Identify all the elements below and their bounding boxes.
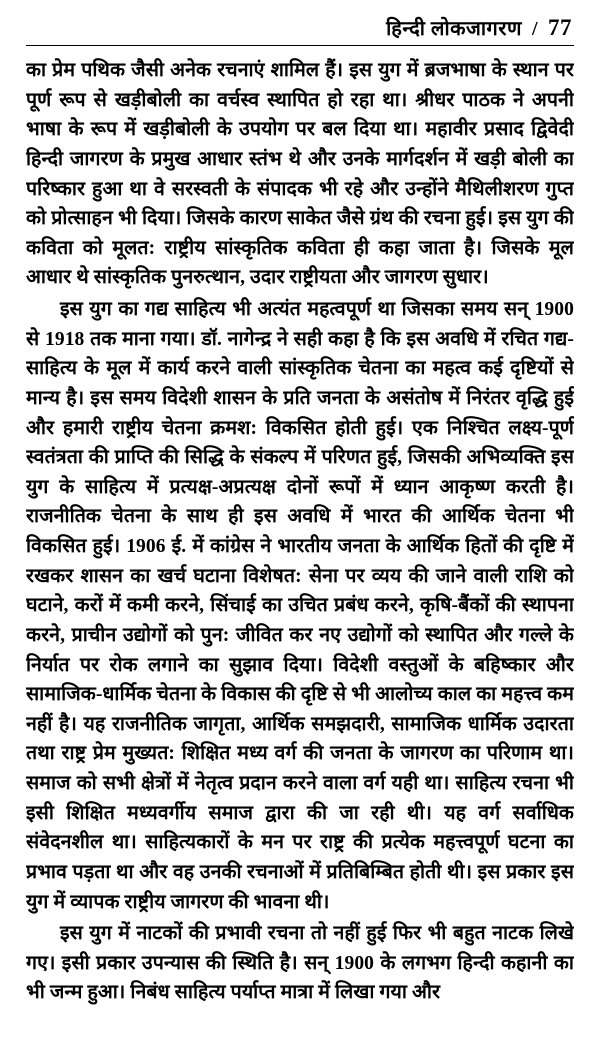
header-divider: [26, 45, 574, 46]
header-separator: /: [531, 18, 538, 40]
paragraph-3: इस युग में नाटकों की प्रभावी रचना तो नहीं हुई फिर भी बहुत नाटक लिखे गए। इसी प्रकार उपन्यास की स्थिति है। सन् 1900 के लगभग हिन्दी कहानी का भी जन्म हुआ। निबंध साहित्य पर्याप्त मात्रा में लिखा गया और: [26, 923, 574, 1004]
chapter-title: हिन्दी लोकजागरण: [386, 18, 522, 40]
body-text: [26, 56, 574, 1048]
page-number: 77: [548, 15, 572, 40]
paragraph-2: इस युग का गद्य साहित्य भी अत्यंत महत्वपूर्ण था जिसका समय सन् 1900 से 1918 तक माना गया। डॉ. नागेन्द्र ने सही कहा है कि इस अवधि में रचित गद्य-साहित्य के मूल में कार्य करने वाली सांस्कृतिक चेतना का महत्व कई दृष्टियों से मान्य है। इस समय विदेशी शासन के प्रति जनता के असंतोष में निरंतर वृद्धि हुई और हमारी राष्ट्रीय चेतना क्रमश: विकसित होती हुई। एक निश्चित लक्ष्य-पूर्ण स्वतंत्रता की प्राप्ति की सिद्धि के संकल्प में परिणत हुई, जिसकी अभिव्यक्ति इस युग के साहित्य में प्रत्यक्ष-अप्रत्यक्ष दोनों रूपों में ध्यान आकृष्ण करती है। राजनीतिक चेतना के साथ ही इस अवधि में भारत की आर्थिक चेतना भी विकसित हुई। 1906 ई. में कांग्रेस ने भारतीय जनता के आर्थिक हितों की दृष्टि में रखकर शासन का खर्च घटाना विशेषत: सेना पर व्यय की जाने वाली राशि को घटाने, करों में कमी करने, सिंचाई का उचित प्रबंध करने, कृषि-बैंकों की स्थापना करने, प्राचीन उद्योगों को पुन: जीवित कर नए उद्योगों को स्थापित और गल्ले के निर्यात पर रोक लगाने का सुझाव दिया। विदेशी वस्तुओं के बहिष्कार और सामाजिक-धार्मिक चेतना के विकास की दृष्टि से भी आलोच्य काल का महत्त्व कम नहीं है। यह राजनीतिक जागृता, आर्थिक समझदारी, सामाजिक धार्मिक उदारता तथा राष्ट्र प्रेम मुख्यत: शिक्षित मध्य वर्ग की जनता के जागरण का परिणाम था। समाज को सभी क्षेत्रों में नेतृत्व प्रदान करने वाला वर्ग यही था। साहित्य रचना भी इसी शिक्षित मध्यवर्गीय समाज द्वारा की जा रही थी। यह वर्ग सर्वाधिक संवेदनशील था। साहित्यकारों के मन पर राष्ट्र की प्रत्येक महत्त्वपूर्ण घटना का प्रभाव पड़ता था और वह उनकी रचनाओं में प्रतिबिम्बित होती थी। इस प्रकार इस युग में व्यापक राष्ट्रीय जागरण की भावना थी।: [26, 299, 574, 913]
page-header: [26, 14, 574, 41]
paragraph-1: का प्रेम पथिक जैसी अनेक रचनाएं शामिल हैं। इस युग में ब्रजभाषा के स्थान पर पूर्ण रूप से खड़ीबोली का वर्चस्व स्थापित हो रहा था। श्रीधर पाठक ने अपनी भाषा के रूप में खड़ीबोली के उपयोग पर बल दिया था। महावीर प्रसाद द्विवेदी हिन्दी जागरण के प्रमुख आधार स्तंभ थे और उनके मार्गदर्शन में खड़ी बोली का परिष्कार हुआ था वे सरस्वती के संपादक भी रहे और उन्होंने मैथिलीशरण गुप्त को प्रोत्साहन भी दिया। जिसके कारण साकेत जैसे ग्रंथ की रचना हुई। इस युग की कविता को मूलत: राष्ट्रीय सांस्कृतिक कविता ही कहा जाता है। जिसके मूल आधार थे सांस्कृतिक पुनरुत्थान, उदार राष्ट्रीयता और जागरण सुधार।: [26, 60, 574, 289]
